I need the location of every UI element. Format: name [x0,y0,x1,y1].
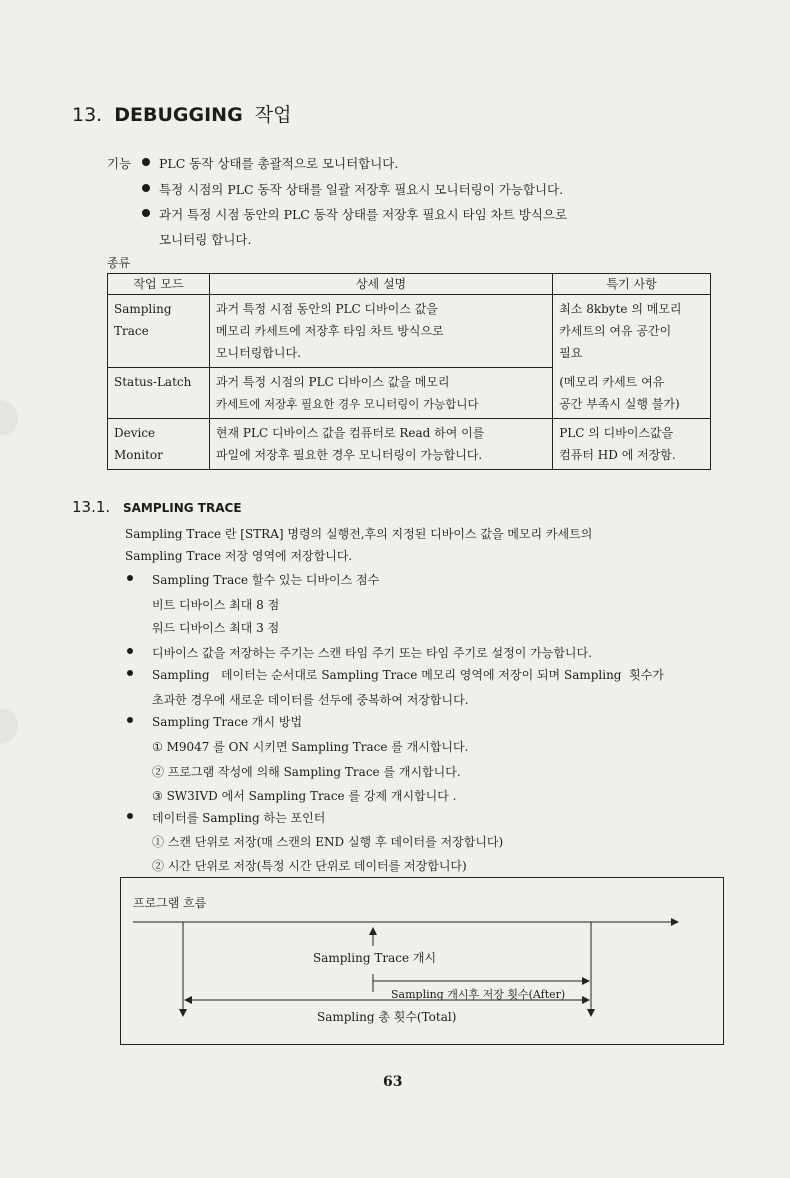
note-cell [553,368,711,419]
intro-line: Sampling Trace 란 [STRA] 명령의 실행전,후의 지정된 디바이스 값을 메모리 카세트의 [125,527,593,541]
desc-cell [209,295,552,368]
feature-item: 과거 특정 시점 동안의 PLC 동작 상태를 저장후 필요시 타임 차트 방식으로 [159,207,568,222]
bullet-sub: ① 스캔 단위로 저장(매 스캔의 END 실행 후 데이터를 저장합니다) [152,835,504,849]
table-row [108,368,711,419]
feature-item-continued: 모니터링 합니다. [159,232,252,247]
note-cell [553,295,711,368]
desc-line: 현재 PLC 디바이스 값을 컴퓨터로 Read 하여 이를 [215,426,485,440]
bullet-icon [127,813,133,819]
section-title-en: DEBUGGING [114,104,243,126]
table-header-row [108,274,711,295]
bullet-text: 디바이스 값을 저장하는 주기는 스캔 타임 주기 또는 타임 주기로 설정이 가능합니다. [152,646,592,660]
binder-hole-top [0,400,18,436]
table-header: 특기 사항 [553,274,711,295]
bullet-icon [127,575,133,581]
bullet-text: 데이터를 Sampling 하는 포인터 [152,811,326,825]
flow-title: 프로그램 흐름 [133,896,207,910]
subsection-number: 13.1. [72,498,111,516]
desc-line: 과거 특정 시점의 PLC 디바이스 값을 메모리 [215,375,450,389]
features-label: 기능 [107,156,132,171]
note-line: (메모리 카세트 여유 [559,374,665,389]
table-header: 상세 설명 [209,274,552,295]
note-line: 공간 부족시 실행 불가) [559,396,680,411]
bullet-icon [142,184,150,192]
after-label: Sampling 개시후 저장 횟수(After) [391,988,566,1001]
note-cell [553,419,711,470]
bullet-sub: 워드 디바이스 최대 3 점 [152,621,280,635]
bullet-sub: ② 프로그램 작성에 의해 Sampling Trace 를 개시합니다. [152,765,461,779]
note-line: PLC 의 디바이스값을 [559,426,674,440]
mode-cell: Status-Latch [108,368,210,419]
bullet-icon [127,670,133,676]
note-line: 필요 [559,346,583,360]
types-label: 종류 [107,256,131,270]
intro-line: Sampling Trace 저장 영역에 저장합니다. [125,549,353,563]
bullet-sub: 비트 디바이스 최대 8 점 [152,598,280,612]
mode-cell: Device Monitor [108,419,210,470]
bullet-icon [142,158,150,166]
note-line: 카세트의 여유 공간이 [559,324,672,338]
bullet-text: Sampling Trace 개시 방법 [152,715,303,729]
bullet-text: Sampling 데이터는 순서대로 Sampling Trace 메모리 영역에 저장이 되며 Sampling 횟수가 [152,668,664,682]
bullet-sub: ① M9047 를 ON 시키면 Sampling Trace 를 개시합니다. [152,740,469,754]
table-header: 작업 모드 [108,274,210,295]
section-heading [72,100,291,127]
subsection-heading [72,498,242,516]
desc-line: 파일에 저장후 필요한 경우 모니터링이 가능합니다. [215,448,483,462]
note-line: 최소 8kbyte 의 메모리 [559,302,682,316]
desc-line: 모니터링합니다. [215,346,301,360]
desc-line: 메모리 카세트에 저장후 타임 차트 방식으로 [215,324,444,338]
mode-table [107,273,711,470]
desc-cell [209,368,552,419]
desc-line: 카세트에 저장후 필요한 경우 모니터링이 가능합니다 [215,397,479,411]
trace-start-label: Sampling Trace 개시 [313,951,437,965]
bullet-text: Sampling Trace 할수 있는 디바이스 점수 [152,573,380,587]
subsection-title: SAMPLING TRACE [122,501,242,515]
page-number: 63 [383,1074,403,1090]
bullet-sub: 초과한 경우에 새로운 데이터를 선두에 중복하여 저장합니다. [152,693,469,707]
table-row [108,419,711,470]
bullet-sub: ③ SW3IVD 에서 Sampling Trace 를 강제 개시합니다 . [152,789,457,803]
desc-line: 과거 특정 시점 동안의 PLC 디바이스 값을 [215,302,438,316]
table-row [108,295,711,368]
bullet-icon [127,717,133,723]
bullet-icon [127,648,133,654]
desc-cell [209,419,552,470]
bullet-icon [142,209,150,217]
section-number: 13. [72,104,103,126]
total-label: Sampling 총 횟수(Total) [317,1010,457,1024]
mode-cell: Sampling Trace [108,295,210,368]
bullet-sub: ② 시간 단위로 저장(특정 시간 단위로 데이터를 저장합니다) [152,859,467,873]
program-flow-diagram [120,877,724,1045]
section-title-ko: 작업 [254,104,292,126]
binder-hole-bottom [0,708,18,744]
note-line: 컴퓨터 HD 에 저장함. [559,448,676,462]
feature-item: PLC 동작 상태를 총괄적으로 모니터합니다. [159,156,399,171]
feature-item: 특정 시점의 PLC 동작 상태를 일괄 저장후 필요시 모니터링이 가능합니다. [159,182,564,197]
